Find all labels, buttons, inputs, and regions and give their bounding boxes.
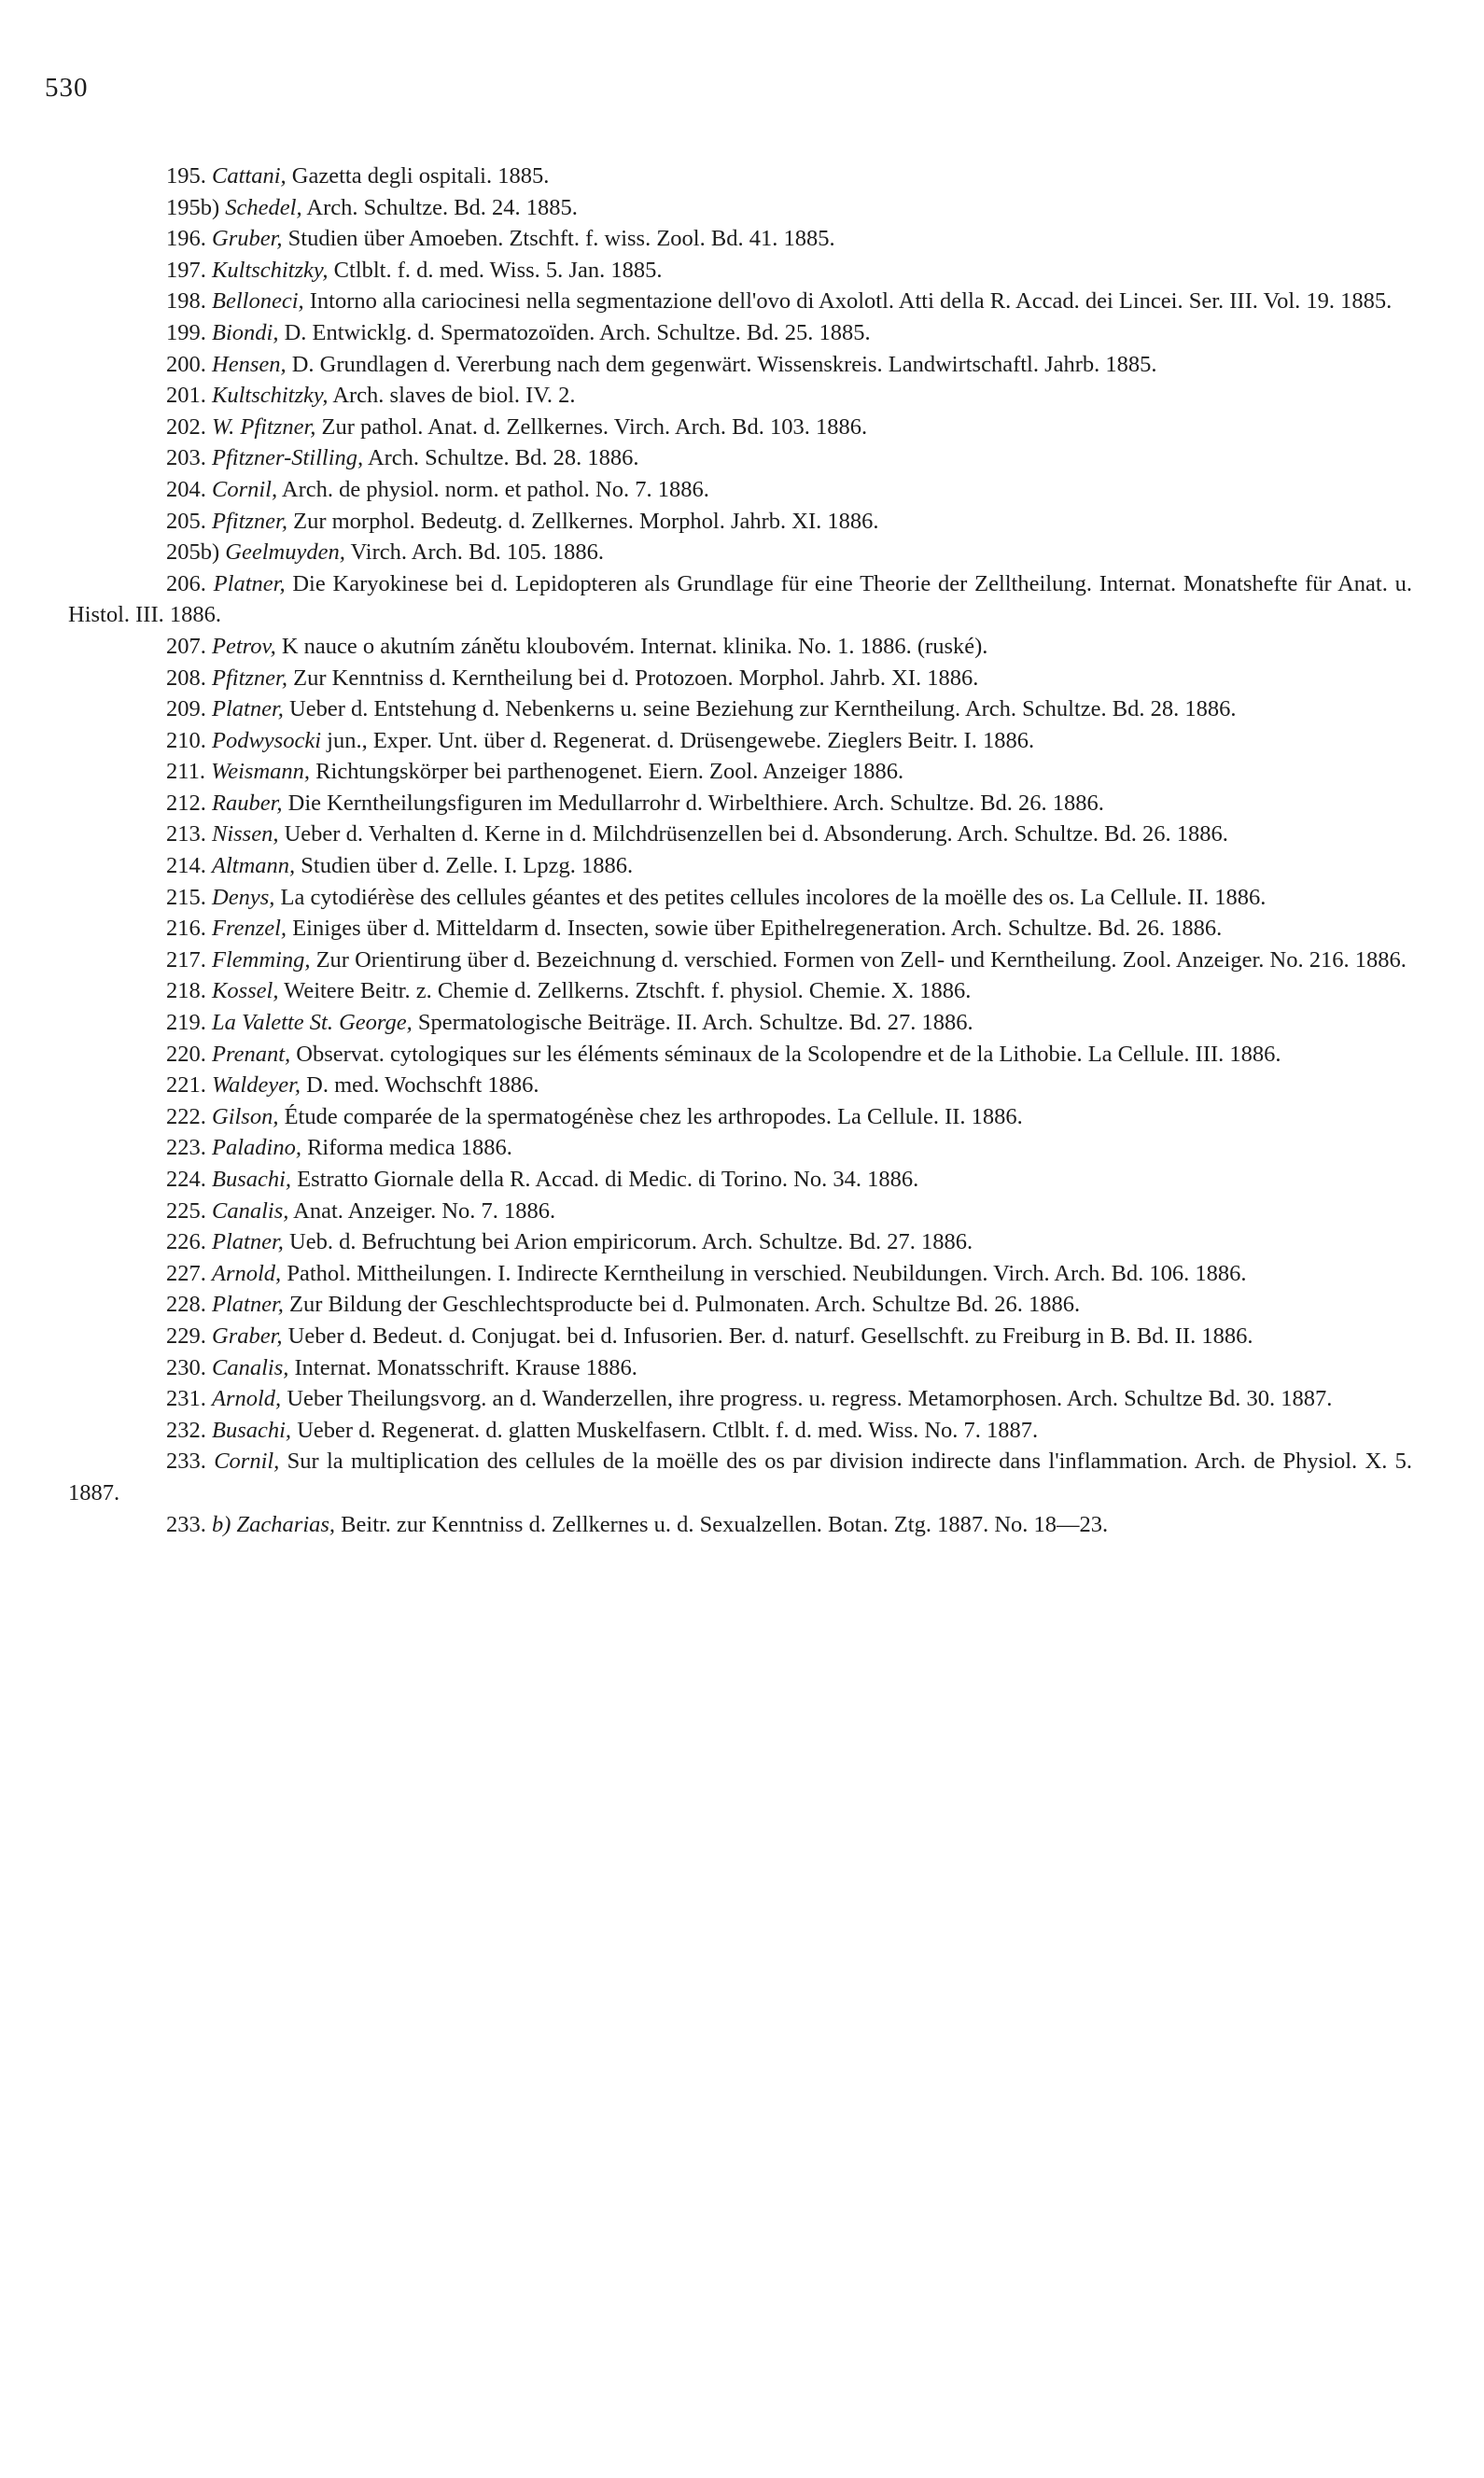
reference-text: D. Grundlagen d. Vererbung nach dem gegenwärt. Wissenskreis. Landwirtschaftl. Jahrb. 1885. <box>286 351 1157 377</box>
reference-entry <box>68 788 1412 819</box>
reference-number: 221. <box>166 1072 206 1099</box>
reference-number: 231. <box>166 1386 206 1412</box>
reference-text: Ctlblt. f. d. med. Wiss. 5. Jan. 1885. <box>328 257 663 283</box>
reference-author: Busachi, <box>212 1167 292 1192</box>
reference-author: Pfitzner, <box>212 508 287 534</box>
reference-author: b) Zacharias, <box>212 1511 336 1537</box>
reference-entry <box>68 1164 1412 1196</box>
reference-number: 217. <box>166 946 206 973</box>
reference-number: 215. <box>166 884 206 910</box>
reference-entry <box>68 1383 1412 1415</box>
reference-text: Étude comparée de la spermatogénèse chez les arthropodes. La Cellule. II. 1886. <box>278 1103 1023 1129</box>
reference-list <box>68 161 1412 1540</box>
reference-author: Platner, <box>213 570 286 596</box>
reference-author: Denys, <box>212 884 275 910</box>
reference-entry <box>68 1321 1412 1352</box>
reference-text: Internat. Monatsschrift. Krause 1886. <box>288 1354 637 1380</box>
reference-text: Arch. Schultze. Bd. 24. 1885. <box>301 194 578 220</box>
reference-author: Prenant, <box>212 1041 291 1067</box>
reference-number: 225. <box>166 1197 206 1224</box>
reference-text: jun., Exper. Unt. über d. Regenerat. d. Drüsengewebe. Zieglers Beitr. I. 1886. <box>321 727 1035 753</box>
reference-author: Canalis, <box>212 1354 289 1380</box>
reference-text: Richtungskörper bei parthenogenet. Eiern. Zool. Anzeiger 1886. <box>310 759 904 785</box>
reference-entry <box>68 1352 1412 1384</box>
reference-text: Virch. Arch. Bd. 105. 1886. <box>344 539 604 566</box>
reference-text: Gazetta degli ospitali. 1885. <box>286 163 550 189</box>
reference-number: 198. <box>166 288 206 315</box>
reference-entry <box>68 161 1412 192</box>
reference-author: Geelmuyden, <box>225 539 345 566</box>
reference-entry <box>68 1226 1412 1258</box>
reference-text: D. Entwicklg. d. Spermatozoïden. Arch. Schultze. Bd. 25. 1885. <box>278 319 871 345</box>
reference-text: Arch. de physiol. norm. et pathol. No. 7. 1886. <box>277 476 709 502</box>
reference-author: Kultschitzky, <box>212 383 329 409</box>
reference-entry <box>68 913 1412 945</box>
reference-number: 204. <box>166 476 206 502</box>
reference-number: 222. <box>166 1103 206 1129</box>
reference-number: 233. <box>166 1449 206 1475</box>
reference-entry <box>68 1509 1412 1541</box>
reference-entry <box>68 945 1412 976</box>
reference-text: Die Kerntheilungsfiguren im Medullarrohr d. Wirbelthiere. Arch. Schultze. Bd. 26. 1886. <box>282 790 1104 816</box>
reference-text: Ueber d. Verhalten d. Kerne in d. Milchdrüsenzellen bei d. Absonderung. Arch. Schultze. Bd. 26. 1886. <box>278 821 1228 847</box>
reference-text: Ueber d. Regenerat. d. glatten Muskelfasern. Ctlblt. f. d. med. Wiss. No. 7. 1887. <box>291 1417 1039 1443</box>
reference-text: Ueber d. Bedeut. d. Conjugat. bei d. Infusorien. Ber. d. naturf. Gesellschft. zu Freiburg in B. Bd. II. 1886. <box>282 1323 1253 1349</box>
reference-entry <box>68 1007 1412 1039</box>
page-number: 530 <box>45 73 89 103</box>
reference-number: 203. <box>166 445 206 471</box>
reference-text: Zur morphol. Bedeutg. d. Zellkernes. Morphol. Jahrb. XI. 1886. <box>287 508 879 534</box>
reference-number: 210. <box>166 727 206 753</box>
reference-number: 205b) <box>166 539 220 566</box>
reference-entry <box>68 975 1412 1007</box>
reference-text: La cytodiérèse des cellules géantes et des petites cellules incolores de la moëlle des os. La Cellule. II. 1886. <box>274 884 1267 910</box>
reference-number: 226. <box>166 1229 206 1255</box>
reference-entry <box>68 537 1412 568</box>
reference-number: 224. <box>166 1167 206 1192</box>
reference-entry <box>68 442 1412 474</box>
reference-author: Cornil, <box>214 1449 280 1475</box>
reference-author: Gilson, <box>212 1103 279 1129</box>
reference-number: 233. <box>166 1511 206 1537</box>
reference-entry <box>68 412 1412 443</box>
reference-author: Flemming, <box>212 946 311 973</box>
reference-entry <box>68 474 1412 506</box>
reference-number: 212. <box>166 790 206 816</box>
reference-entry <box>68 255 1412 287</box>
reference-author: Gruber, <box>212 226 283 252</box>
reference-entry <box>68 286 1412 317</box>
reference-entry <box>68 1258 1412 1290</box>
reference-text: Die Karyokinese bei d. Lepidopteren als Grundlage für eine Theorie der Zelltheilung. Internat. Monatshefte für Anat. u. Histol. III. 1886. <box>68 570 1413 628</box>
reference-author: W. Pfitzner, <box>212 413 316 440</box>
reference-text: Observat. cytologiques sur les éléments séminaux de la Scolopendre et de la Lithobie. La Cellule. III. 1886. <box>290 1041 1281 1067</box>
reference-author: Nissen, <box>212 821 279 847</box>
reference-author: Pfitzner-Stilling, <box>212 445 364 471</box>
reference-author: Altmann, <box>212 853 296 879</box>
reference-text: Zur pathol. Anat. d. Zellkernes. Virch. Arch. Bd. 103. 1886. <box>315 413 868 440</box>
reference-number: 214. <box>166 853 206 879</box>
reference-number: 211. <box>166 759 205 785</box>
reference-number: 195b) <box>166 194 220 220</box>
reference-number: 227. <box>166 1260 206 1286</box>
reference-author: Arnold, <box>212 1260 282 1286</box>
reference-author: La Valette St. George, <box>212 1010 413 1036</box>
reference-number: 209. <box>166 696 206 722</box>
reference-text: Ueb. d. Befruchtung bei Arion empiricorum. Arch. Schultze. Bd. 27. 1886. <box>283 1229 973 1255</box>
reference-entry <box>68 317 1412 349</box>
reference-text: Weitere Beitr. z. Chemie d. Zellkerns. Ztschft. f. physiol. Chemie. X. 1886. <box>278 978 972 1004</box>
reference-number: 202. <box>166 413 206 440</box>
reference-number: 216. <box>166 916 206 942</box>
reference-text: Riforma medica 1886. <box>301 1135 512 1161</box>
reference-entry <box>68 1415 1412 1447</box>
reference-author: Platner, <box>212 1292 284 1318</box>
reference-entry <box>68 1196 1412 1227</box>
reference-entry <box>68 663 1412 694</box>
reference-number: 230. <box>166 1354 206 1380</box>
reference-entry <box>68 1289 1412 1321</box>
reference-number: 218. <box>166 978 206 1004</box>
reference-author: Paladino, <box>212 1135 301 1161</box>
reference-number: 200. <box>166 351 206 377</box>
reference-author: Platner, <box>212 1229 284 1255</box>
reference-text: Spermatologische Beiträge. II. Arch. Schultze. Bd. 27. 1886. <box>412 1010 973 1036</box>
reference-number: 208. <box>166 665 206 691</box>
reference-text: K nauce o akutním zánětu kloubovém. Internat. klinika. No. 1. 1886. (ruské). <box>275 633 988 659</box>
reference-author: Cattani, <box>212 163 287 189</box>
reference-number: 197. <box>166 257 206 283</box>
reference-number: 213. <box>166 821 206 847</box>
reference-entry <box>68 568 1412 631</box>
reference-text: Einiges über d. Mitteldarm d. Insecten, sowie über Epithelregeneration. Arch. Schultze. Bd. 26. 1886. <box>287 916 1223 942</box>
reference-number: 229. <box>166 1323 206 1349</box>
reference-text: Anat. Anzeiger. No. 7. 1886. <box>288 1197 556 1224</box>
reference-author: Weismann, <box>211 759 311 785</box>
reference-entry <box>68 223 1412 255</box>
reference-author: Petrov, <box>212 633 276 659</box>
reference-entry <box>68 882 1412 914</box>
reference-entry <box>68 1039 1412 1071</box>
reference-number: 195. <box>166 163 206 189</box>
reference-entry <box>68 1101 1412 1133</box>
reference-entry <box>68 693 1412 725</box>
reference-author: Frenzel, <box>212 916 287 942</box>
reference-entry <box>68 631 1412 663</box>
reference-author: Busachi, <box>212 1417 292 1443</box>
reference-entry <box>68 725 1412 757</box>
reference-entry <box>68 756 1412 788</box>
reference-author: Podwysocki <box>212 727 322 753</box>
reference-text: Estratto Giornale della R. Accad. di Medic. di Torino. No. 34. 1886. <box>291 1167 919 1192</box>
reference-author: Biondi, <box>212 319 279 345</box>
reference-text: Intorno alla cariocinesi nella segmentazione dell'ovo di Axolotl. Atti della R. Accad. dei Lincei. Ser. III. Vol. 19. 1885. <box>303 288 1393 315</box>
reference-author: Rauber, <box>212 790 283 816</box>
reference-entry <box>68 349 1412 381</box>
reference-entry <box>68 380 1412 412</box>
reference-number: 201. <box>166 383 206 409</box>
reference-entry <box>68 506 1412 538</box>
reference-number: 205. <box>166 508 206 534</box>
reference-author: Waldeyer, <box>212 1072 301 1099</box>
reference-author: Kossel, <box>212 978 279 1004</box>
reference-text: Ueber d. Entstehung d. Nebenkerns u. seine Beziehung zur Kerntheilung. Arch. Schultze. Bd. 28. 1886. <box>283 696 1237 722</box>
reference-author: Schedel, <box>225 194 302 220</box>
reference-author: Cornil, <box>212 476 278 502</box>
reference-entry <box>68 850 1412 882</box>
reference-entry <box>68 819 1412 850</box>
reference-author: Belloneci, <box>212 288 304 315</box>
reference-number: 207. <box>166 633 206 659</box>
reference-text: Studien über d. Zelle. I. Lpzg. 1886. <box>295 853 634 879</box>
reference-number: 232. <box>166 1417 206 1443</box>
reference-text: Studien über Amoeben. Ztschft. f. wiss. Zool. Bd. 41. 1885. <box>282 226 835 252</box>
reference-author: Platner, <box>212 696 284 722</box>
reference-text: Arch. Schultze. Bd. 28. 1886. <box>363 445 639 471</box>
reference-number: 206. <box>166 570 206 596</box>
reference-author: Kultschitzky, <box>212 257 329 283</box>
reference-author: Hensen, <box>212 351 287 377</box>
reference-author: Graber, <box>212 1323 283 1349</box>
reference-text: Zur Kenntniss d. Kerntheilung bei d. Protozoen. Morphol. Jahrb. XI. 1886. <box>287 665 979 691</box>
reference-number: 196. <box>166 226 206 252</box>
reference-number: 219. <box>166 1010 206 1036</box>
reference-text: Pathol. Mittheilungen. I. Indirecte Kerntheilung in verschied. Neubildungen. Virch. Arch. Bd. 106. 1886. <box>281 1260 1247 1286</box>
reference-number: 220. <box>166 1041 206 1067</box>
reference-number: 228. <box>166 1292 206 1318</box>
reference-text: Sur la multiplication des cellules de la moëlle des os par division indirecte dans l'inflammation. Arch. de Physiol. X. 5. 1887. <box>68 1449 1413 1505</box>
reference-number: 199. <box>166 319 206 345</box>
reference-text: Zur Bildung der Geschlechtsproducte bei d. Pulmonaten. Arch. Schultze Bd. 26. 1886. <box>283 1292 1081 1318</box>
reference-author: Canalis, <box>212 1197 289 1224</box>
reference-number: 223. <box>166 1135 206 1161</box>
reference-author: Arnold, <box>212 1386 282 1412</box>
reference-text: Arch. slaves de biol. IV. 2. <box>328 383 576 409</box>
reference-text: Beitr. zur Kenntniss d. Zellkernes u. d. Sexualzellen. Botan. Ztg. 1887. No. 18—23. <box>335 1511 1109 1537</box>
reference-author: Pfitzner, <box>212 665 287 691</box>
reference-text: Zur Orientirung über d. Bezeichnung d. verschied. Formen von Zell- und Kerntheilung. Zool. Anzeiger. No. 216. 1886. <box>310 946 1407 973</box>
reference-text: Ueber Theilungsvorg. an d. Wanderzellen, ihre progress. u. regress. Metamorphosen. Arch. Schultze Bd. 30. 1887. <box>281 1386 1333 1412</box>
reference-entry <box>68 1132 1412 1164</box>
reference-entry <box>68 1070 1412 1101</box>
reference-entry <box>68 192 1412 224</box>
reference-entry <box>68 1446 1412 1508</box>
reference-text: D. med. Wochschft 1886. <box>301 1072 539 1099</box>
